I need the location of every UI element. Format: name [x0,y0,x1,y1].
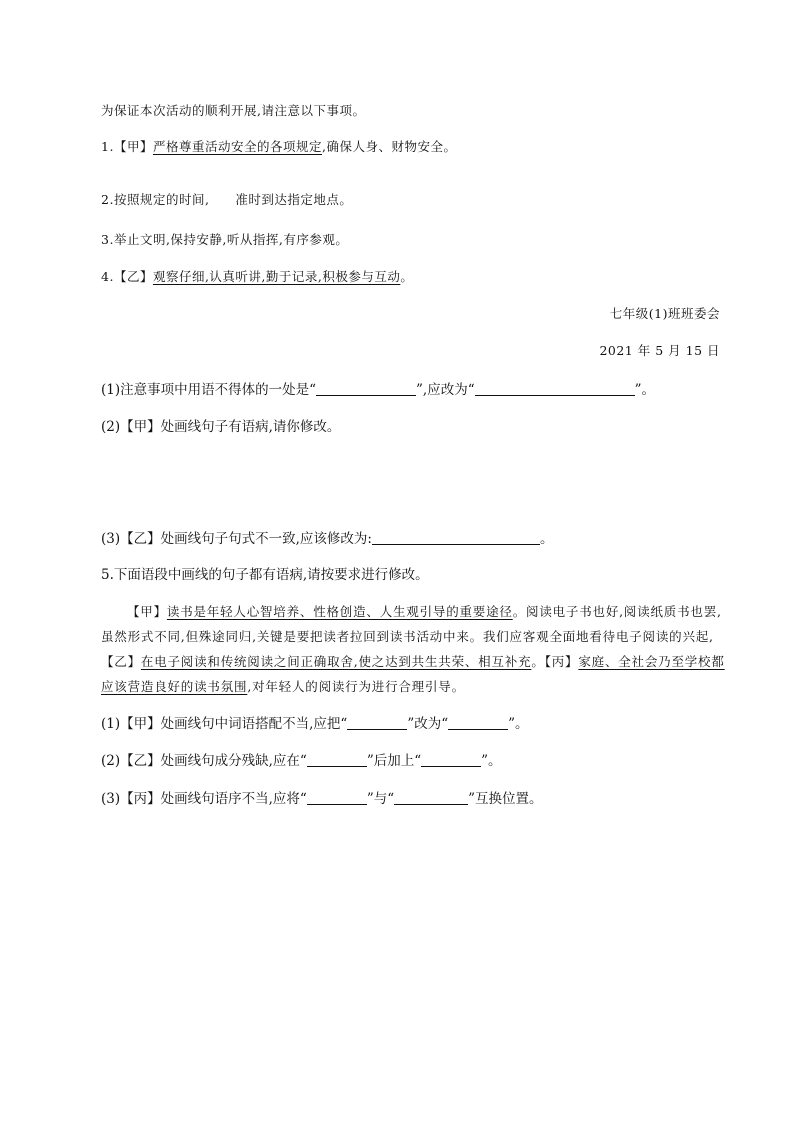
item-number: 2. [101,192,114,207]
underlined-sentence-yi: 观察仔细,认真听讲,勤于记录,积极参与互动 [152,269,401,284]
underlined-sentence-bing-b: 应该营造良好的读书氛围 [101,679,248,694]
question-4-2 [101,415,340,435]
item-text: 举止文明,保持安静,听从指挥,有序参观。 [113,232,349,247]
underlined-sentence-jia: 读书是年轻人心智培养、性格创造、人生观引导的重要途径 [166,604,513,619]
notice-item-1 [101,137,456,155]
item-number: 1. [101,139,114,154]
question-text: 【甲】处画线句子有语病,请你修改。 [120,419,341,435]
passage-text: ,对年轻人的阅读行为进行合理引导。 [247,679,465,694]
question-5-title: 5.下面语段中画线的句子都有语病,请按要求进行修改。 [101,567,429,583]
passage-line-3 [101,652,725,670]
question-label: (1) [101,382,121,398]
notice-item-4 [101,267,413,285]
answer-blank-1[interactable] [347,715,407,730]
question-text-b: ”后加上“ [366,753,422,769]
notice-item-2 [101,190,352,208]
question-5-1 [101,712,529,732]
question-label: (3) [101,791,121,807]
passage-text: 。阅读电子书也好,阅读纸质书也罢, [512,604,722,619]
question-label: (3) [101,531,121,547]
question-4-3 [101,527,553,547]
answer-blank[interactable] [372,530,540,545]
item-text: 。 [400,269,414,284]
passage-line-2: 虽然形式不同,但殊途同归,关键是要把读者拉回到读书活动中来。我们应客观全面地看待电子阅读的兴起, [101,629,714,644]
item-text-b: 准时到达指定地点。 [235,192,353,207]
answer-blank-2[interactable] [448,715,508,730]
question-text-c: ”互换位置。 [468,791,543,807]
answer-blank-1[interactable] [307,752,367,767]
item-number: 4. [101,269,114,284]
answer-blank-2[interactable] [475,381,635,396]
question-text-c: ”。 [481,753,502,769]
marker-yi: 【乙】 [113,269,153,284]
underlined-sentence-yi: 在电子阅读和传统阅读之间正确取舍,使之达到共生共荣、相互补充 [140,654,532,669]
question-5-3 [101,787,543,807]
marker-bing: 【丙】 [544,654,579,669]
question-4-1 [101,378,655,398]
answer-blank-2[interactable] [421,752,481,767]
question-text-c: ”。 [508,716,529,732]
marker-yi: 【乙】 [101,654,141,669]
notice-intro: 为保证本次活动的顺利开展,请注意以下事项。 [101,103,366,118]
item-number: 3. [101,232,114,247]
question-text-b: ”改为“ [407,716,449,732]
question-text-b: 。 [539,531,554,547]
question-text-a: 【丙】处画线句语序不当,应将“ [120,791,307,807]
marker-jia: 【甲】 [127,604,167,619]
passage-text: 。 [531,654,545,669]
underlined-sentence-jia: 严格尊重活动安全的各项规定 [152,139,322,154]
question-5-2 [101,749,502,769]
question-label: (2) [101,419,121,435]
question-text-b: ”,应改为“ [416,382,475,398]
question-text-a: 【乙】处画线句成分残缺,应在“ [120,753,307,769]
question-text-a: 注意事项中用语不得体的一处是“ [120,382,317,398]
question-label: (2) [101,753,121,769]
question-text-b: ”与“ [366,791,395,807]
question-text-a: 【乙】处画线句子句式不一致,应该修改为: [120,531,372,547]
marker-jia: 【甲】 [113,139,153,154]
passage-line-1 [127,602,722,620]
answer-blank-1[interactable] [316,381,416,396]
notice-signature: 七年级(1)班班委会 [609,306,720,321]
notice-date: 2021 年 5 月 15 日 [599,343,720,358]
answer-blank-2[interactable] [394,790,468,805]
question-text-c: ”。 [634,382,656,398]
item-text: ,确保人身、财物安全。 [321,139,457,154]
item-text-a: 按照规定的时间, [113,192,210,207]
answer-blank-1[interactable] [307,790,367,805]
notice-item-3 [101,230,348,248]
underlined-sentence-bing-a: 家庭、全社会乃至学校都 [578,654,725,669]
passage-line-4 [101,677,465,695]
question-label: (1) [101,716,121,732]
question-text-a: 【甲】处画线句中词语搭配不当,应把“ [120,716,348,732]
